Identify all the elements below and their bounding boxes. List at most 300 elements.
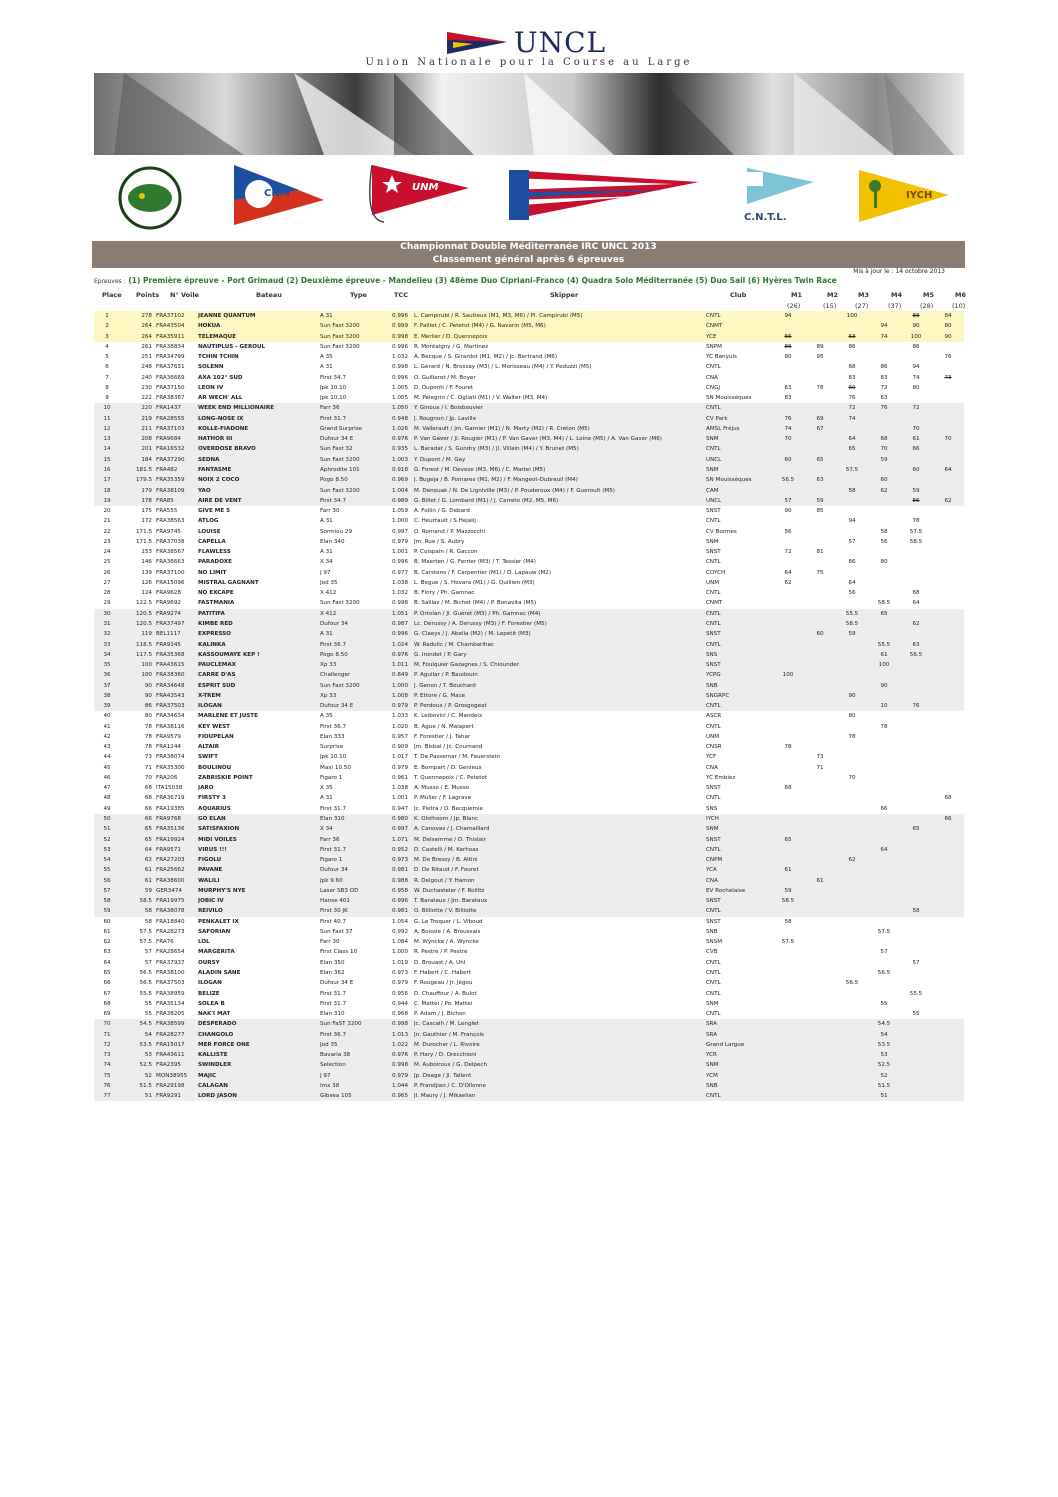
table-row <box>94 619 964 629</box>
row-club: YCF <box>706 754 717 761</box>
row-m4: 61 <box>868 650 900 660</box>
row-m1 <box>772 845 804 855</box>
row-skipper: G. Forest / M. Deveze (M3, M6) / C. Mattei (M5) <box>414 465 706 475</box>
row-m5 <box>900 506 932 516</box>
row-points: 201 <box>120 444 156 454</box>
row-sail-number: FRA206 <box>156 774 178 781</box>
row-boat-type: First 36.7 <box>320 723 347 730</box>
row-boat-name: HOKUA <box>198 321 320 331</box>
row-boat-type: Elan 333 <box>320 733 345 740</box>
row-tcc: 0.981 <box>386 865 414 875</box>
row-boat-type: Sun Fast 3200 <box>320 343 360 350</box>
row-boat-type: Xp 33 <box>320 660 386 670</box>
row-club: CAM <box>706 486 772 496</box>
row-boat-type: Figaro 1 <box>320 774 343 781</box>
row-tcc: 0.996 <box>391 374 408 381</box>
row-m2 <box>804 937 836 947</box>
row-boat-name: FIOUPELAN <box>198 733 234 740</box>
row-club: CNTL <box>706 906 772 916</box>
row-m1: 70 <box>772 434 804 444</box>
row-skipper: B. Carstens / F. Carpentier (M1) / D. Lapauw (M2) <box>414 569 552 576</box>
row-tcc: 1.032 <box>391 354 408 361</box>
row-m2 <box>804 403 836 413</box>
table-row <box>94 486 964 496</box>
uncl-flag-icon <box>447 28 507 58</box>
row-boat-type: Pogo 8.50 <box>320 475 386 485</box>
row-points: 55 <box>144 1011 152 1018</box>
row-club: SNST <box>706 508 721 515</box>
row-m2 <box>804 989 836 999</box>
row-club: SNM <box>706 1060 772 1070</box>
row-points: 51 <box>120 1091 156 1101</box>
row-m5 <box>900 1050 932 1060</box>
row-tcc: 1.005 <box>391 395 408 402</box>
row-m3 <box>836 947 868 957</box>
table-row <box>94 403 964 413</box>
table-row <box>94 978 964 988</box>
row-m5: 76 <box>900 701 932 711</box>
row-boat-name: ALTAIR <box>198 744 220 751</box>
row-m6 <box>932 927 964 937</box>
row-boat-name: NO EXCAPE <box>198 590 234 597</box>
row-boat-name: CHANGOLO <box>198 1030 320 1040</box>
table-row <box>94 917 964 927</box>
row-m3 <box>836 1040 868 1050</box>
table-row <box>94 732 964 742</box>
row-m3 <box>836 1071 868 1081</box>
table-row <box>94 352 964 362</box>
col-m4-count: (37) <box>888 302 902 310</box>
row-tcc: 1.044 <box>386 1081 414 1091</box>
row-m4 <box>868 886 900 896</box>
row-m3 <box>836 917 868 927</box>
row-tcc: 0.998 <box>391 364 408 371</box>
row-tcc: 0.957 <box>391 733 408 740</box>
row-m5 <box>900 793 932 803</box>
row-m3: 64 <box>848 579 856 586</box>
table-row <box>94 701 964 711</box>
row-m1 <box>772 958 804 968</box>
row-sail-number: FRA37150 <box>156 384 185 391</box>
row-boat-name: KIMBE RED <box>198 619 320 629</box>
row-m5 <box>900 937 932 947</box>
row-club: CNTL <box>706 990 721 997</box>
row-m5 <box>900 845 932 855</box>
row-club: CNA <box>706 764 718 771</box>
row-club: SNST <box>706 549 721 556</box>
row-m6 <box>932 403 964 413</box>
row-skipper: Jp. Deage / Jl. Tallent <box>414 1071 706 1081</box>
table-row <box>94 1030 964 1040</box>
row-sail-number: FRA9291 <box>156 1091 198 1101</box>
row-tcc: 1.000 <box>386 681 414 691</box>
row-place: 27 <box>103 579 111 586</box>
row-m4 <box>868 906 900 916</box>
row-m2 <box>804 906 836 916</box>
row-m6 <box>932 516 964 526</box>
table-row <box>94 588 964 598</box>
row-place: 71 <box>94 1030 120 1040</box>
row-m2: 67 <box>804 424 836 434</box>
row-skipper: O. Billiotte / V. Billiotte <box>414 906 706 916</box>
row-skipper: P. Perdoux / P. Grosgogeat <box>414 701 706 711</box>
row-points: 264 <box>120 321 156 331</box>
table-row <box>94 373 964 383</box>
row-m6: 90 <box>932 332 964 342</box>
row-sail-number: FRA43543 <box>156 691 198 701</box>
col-club: Club <box>730 291 747 299</box>
table-row <box>94 496 964 506</box>
row-club: CNTL <box>706 1011 721 1018</box>
row-sail-number: FRA38599 <box>156 1019 198 1029</box>
row-sail-number: FRA28273 <box>156 928 185 935</box>
row-skipper: F. Rougeau / Jr. Jégou <box>414 980 473 987</box>
row-boat-name: MARGERITA <box>198 949 235 956</box>
row-boat-type: Sun Fast 32 <box>320 444 386 454</box>
row-tcc: 0.979 <box>386 1071 414 1081</box>
row-points: 66 <box>120 814 156 824</box>
row-place: 5 <box>105 354 109 361</box>
row-club: EV Rochelaise <box>706 886 772 896</box>
row-boat-name: GO ELAN <box>198 814 320 824</box>
table-row <box>94 321 964 331</box>
row-m2 <box>804 527 836 537</box>
row-sail-number: FRA37503 <box>156 980 185 987</box>
row-m5: 68 <box>912 590 920 597</box>
col-points: Points <box>136 291 160 299</box>
row-tcc: 0.979 <box>391 538 408 545</box>
row-m1 <box>772 968 804 978</box>
row-points: 57.5 <box>139 928 152 935</box>
row-boat-name: FANTASME <box>198 465 320 475</box>
row-m6: 76 <box>944 354 952 361</box>
row-boat-name: SWIFT <box>198 754 218 761</box>
row-m4 <box>868 311 900 321</box>
row-club: YCA <box>706 865 772 875</box>
row-boat-name: KEY WEST <box>198 723 230 730</box>
row-m4 <box>868 578 900 588</box>
row-m4 <box>868 989 900 999</box>
row-boat-name: WEEK END MILLIONAIRE <box>198 403 320 413</box>
row-sail-number: FRA37503 <box>156 701 198 711</box>
row-m3 <box>836 681 868 691</box>
row-m6 <box>932 1030 964 1040</box>
row-boat-type: Sun Fast 37 <box>320 928 353 935</box>
row-skipper: K. Leibovici / C. Mandeix <box>414 713 483 720</box>
row-boat-name: MIDI VOILES <box>198 835 320 845</box>
row-m2 <box>804 722 836 732</box>
row-m5 <box>900 414 932 424</box>
row-m2 <box>804 855 836 865</box>
row-boat-type: Sun Fast 3200 <box>320 332 386 342</box>
row-boat-type: Sun Fast 3200 <box>320 321 386 331</box>
row-m5: 58.5 <box>909 538 923 545</box>
row-m6 <box>932 1009 964 1019</box>
row-boat-type: Dufour 34 E <box>320 434 386 444</box>
row-m5: 56.5 <box>900 650 932 660</box>
row-boat-type: First Class 10 <box>320 949 358 956</box>
row-skipper: B. Saillaz / M. Bichet (M4) / P. Bonavita (M5) <box>414 600 537 607</box>
row-club: SNST <box>706 896 772 906</box>
row-m2 <box>804 516 836 526</box>
row-boat-name: EXPRESSO <box>198 629 320 639</box>
row-skipper: M. Denouak / N. De Ligniville (M3) / P. Pouderoux (M4) / F. Gueroult (M5) <box>414 486 706 496</box>
row-boat-name: AR WECH' ALL <box>198 395 243 402</box>
row-points: 222 <box>141 395 152 402</box>
row-sail-number: FRA2395 <box>156 1060 198 1070</box>
row-skipper: P. Muller / F. Lagrave <box>414 795 472 802</box>
row-m5: 80 <box>912 384 920 391</box>
row-place: 39 <box>94 701 120 711</box>
row-tcc: 1.051 <box>386 609 414 619</box>
row-tcc: 0.944 <box>391 1000 408 1007</box>
row-m2 <box>804 886 836 896</box>
row-m3 <box>836 845 868 855</box>
row-skipper: P. Ortolan / Jl. Gueret (M3) / Ph. Gamnac (M4) <box>414 609 706 619</box>
row-m2 <box>804 845 836 855</box>
row-boat-name: AIRE DE VENT <box>198 496 320 506</box>
table-row <box>94 434 964 444</box>
row-boat-name: AXA 102° SUD <box>198 374 243 381</box>
row-skipper: J. Rougnon / Jp. Laville <box>414 414 706 424</box>
row-m4: 76 <box>868 403 900 413</box>
row-sail-number: FRA15096 <box>156 579 185 586</box>
row-m2 <box>804 640 836 650</box>
row-sail-number: FRA35300 <box>156 764 185 771</box>
row-tcc: 0.998 <box>386 332 414 342</box>
row-boat-name: AQUARIUS <box>198 805 231 812</box>
row-boat-type: A 31 <box>320 795 333 802</box>
row-m4 <box>868 629 900 639</box>
row-m6 <box>932 444 964 454</box>
row-tcc: 0.980 <box>386 814 414 824</box>
org-full-name: Union Nationale pour la Course au Large <box>365 57 693 68</box>
row-m3 <box>836 927 868 937</box>
row-m6 <box>932 752 964 762</box>
row-m2 <box>804 681 836 691</box>
row-m3 <box>836 814 868 824</box>
row-points: 126 <box>141 579 152 586</box>
row-m6 <box>932 588 964 598</box>
ranking-rows <box>94 311 964 1101</box>
table-row <box>94 629 964 639</box>
row-place: 15 <box>94 455 120 465</box>
row-m1: 59 <box>772 886 804 896</box>
row-m5: 57.5 <box>909 528 923 535</box>
row-m5 <box>900 968 932 978</box>
row-m5 <box>900 578 932 588</box>
row-tcc: 1.054 <box>391 918 408 925</box>
row-m4 <box>868 793 900 803</box>
table-row <box>94 455 964 465</box>
row-m6 <box>932 1019 964 1029</box>
row-m5: 72 <box>900 403 932 413</box>
row-boat-type: Elan 310 <box>320 1011 345 1018</box>
row-tcc: 0.988 <box>386 876 414 886</box>
row-tcc: 0.947 <box>391 805 408 812</box>
row-club: ASCR <box>706 713 722 720</box>
row-place: 21 <box>103 518 111 525</box>
row-boat-name: KOLLE-FIADONE <box>198 424 320 434</box>
row-skipper: P. Coispain / R. Gaccon <box>414 549 478 556</box>
table-row <box>94 1009 964 1019</box>
row-sail-number: FRA43615 <box>156 660 198 670</box>
row-tcc: 0.998 <box>386 1019 414 1029</box>
row-points: 78 <box>144 744 152 751</box>
table-row <box>94 383 964 393</box>
row-skipper: C. Mattei / Po. Mattei <box>414 1000 473 1007</box>
row-m2 <box>804 486 836 496</box>
row-sail-number: FRA38078 <box>156 906 198 916</box>
row-boat-type: Elan 350 <box>320 959 345 966</box>
row-m3: 58.5 <box>836 619 868 629</box>
row-m4: 64 <box>868 845 900 855</box>
row-m1: 58.5 <box>772 896 804 906</box>
row-skipper: M. Pelegrin / C. Ogliati (M1) / V. Walter (M3, M4) <box>414 395 548 402</box>
row-m1 <box>772 557 804 567</box>
table-row <box>94 578 964 588</box>
row-tcc: 1.000 <box>391 518 408 525</box>
org-short-name: UNCL <box>514 26 607 59</box>
row-m2 <box>804 609 836 619</box>
row-club: CNTL <box>706 640 772 650</box>
row-place: 68 <box>103 1000 111 1007</box>
row-m4 <box>868 937 900 947</box>
row-skipper: D. Castelli / M. Kerhoas <box>414 845 706 855</box>
row-points: 65 <box>120 824 156 834</box>
row-boat-type: Dufour 34 <box>320 619 386 629</box>
row-m4: 10 <box>868 701 900 711</box>
row-m2 <box>804 588 836 598</box>
row-m6 <box>932 711 964 721</box>
row-boat-type: Grand Surprise <box>320 424 386 434</box>
row-club: CV Bormes <box>706 528 737 535</box>
row-tcc: 1.003 <box>386 455 414 465</box>
row-sail-number: FRA19385 <box>156 805 185 812</box>
row-m5 <box>900 732 932 742</box>
row-m2 <box>804 732 836 742</box>
row-place: 47 <box>103 785 111 792</box>
row-points: 90 <box>120 691 156 701</box>
row-m6 <box>932 783 964 793</box>
row-m6 <box>932 886 964 896</box>
table-row <box>94 793 964 803</box>
row-boat-type: Imx 38 <box>320 1081 386 1091</box>
row-boat-name: BELIZE <box>198 990 220 997</box>
row-m3 <box>836 1019 868 1029</box>
row-place: 19 <box>94 496 120 506</box>
row-place: 70 <box>94 1019 120 1029</box>
row-place: 29 <box>103 600 111 607</box>
row-boat-type: Sun FaST 3200 <box>320 1019 386 1029</box>
row-sail-number: FRA9579 <box>156 733 181 740</box>
row-m5: 78 <box>912 518 920 525</box>
row-boat-type: Dufour 34 E <box>320 701 386 711</box>
row-skipper: B. Flory / Ph. Gamnac <box>414 590 475 597</box>
row-place: 53 <box>94 845 120 855</box>
row-boat-name: CALAGAN <box>198 1081 320 1091</box>
row-skipper: A. Canovas / J. Chamaillard <box>414 824 706 834</box>
row-m2: 65 <box>804 455 836 465</box>
row-tcc: 0.989 <box>386 496 414 506</box>
row-boat-type: Jpk 10.10 <box>320 754 347 761</box>
row-m2 <box>804 650 836 660</box>
row-m5: 55.5 <box>909 990 923 997</box>
row-m1: 80 <box>784 354 792 361</box>
row-m5 <box>900 804 932 814</box>
row-m5 <box>900 814 932 824</box>
row-tcc: 0.997 <box>386 824 414 834</box>
row-m5: 70 <box>900 424 932 434</box>
row-tcc: 0.992 <box>391 928 408 935</box>
table-row <box>94 824 964 834</box>
row-boat-name: OURSY <box>198 959 220 966</box>
row-m3: 64 <box>836 434 868 444</box>
row-m5 <box>900 1030 932 1040</box>
row-m1 <box>772 629 804 639</box>
row-points: 264 <box>120 332 156 342</box>
row-sail-number: FRA34634 <box>156 713 185 720</box>
row-skipper: E. Bompart / D. Genieux <box>414 764 482 771</box>
row-boat-type: J 97 <box>320 1071 386 1081</box>
row-boat-name: LORD JASON <box>198 1091 320 1101</box>
row-m6 <box>932 917 964 927</box>
row-m5: 86 <box>912 343 920 350</box>
row-m1 <box>772 588 804 598</box>
row-m5 <box>900 783 932 793</box>
row-boat-name: ILOGAN <box>198 980 222 987</box>
row-points: 54.5 <box>120 1019 156 1029</box>
row-m3: 80 <box>848 713 856 720</box>
row-sail-number: FRA43611 <box>156 1050 198 1060</box>
row-m3: 83 <box>848 374 856 381</box>
col-voile: N° Voile <box>170 291 199 299</box>
row-sail-number: FRA85 <box>156 496 198 506</box>
row-m5 <box>900 896 932 906</box>
row-sail-number: FRA37290 <box>156 455 198 465</box>
row-club: SRA <box>706 1019 772 1029</box>
row-boat-name: NOIX 2 COCO <box>198 475 320 485</box>
row-m6 <box>932 506 964 516</box>
row-boat-type: First 36.7 <box>320 1030 386 1040</box>
row-m1 <box>772 373 804 383</box>
ranking-title: Championnat Double Méditerranée IRC UNCL 2013 <box>400 242 657 252</box>
row-points: 120.5 <box>120 609 156 619</box>
row-m5: 59 <box>900 486 932 496</box>
row-sail-number: FRA38959 <box>156 990 185 997</box>
table-row <box>94 876 964 886</box>
row-tcc: 1.013 <box>386 1030 414 1040</box>
row-m4: 68 <box>868 434 900 444</box>
row-place: 44 <box>103 754 111 761</box>
row-tcc: 0.952 <box>386 845 414 855</box>
row-sail-number: FRA1244 <box>156 744 181 751</box>
row-sail-number: FRA38567 <box>156 549 185 556</box>
table-row <box>94 845 964 855</box>
row-m2 <box>804 619 836 629</box>
row-sail-number: ITA15038 <box>156 785 183 792</box>
row-place: 11 <box>94 414 120 424</box>
row-tcc: 0.996 <box>386 896 414 906</box>
club-label-cntl: C.N.T.L. <box>744 212 787 223</box>
row-skipper: O. Romand / P. Mazzocchi <box>414 528 486 535</box>
row-m6 <box>932 824 964 834</box>
row-boat-name: SOLEA B <box>198 1000 225 1007</box>
row-boat-type: Sun Fast 3200 <box>320 681 386 691</box>
row-tcc: 1.071 <box>386 835 414 845</box>
row-m6 <box>932 896 964 906</box>
row-m3 <box>836 937 868 947</box>
